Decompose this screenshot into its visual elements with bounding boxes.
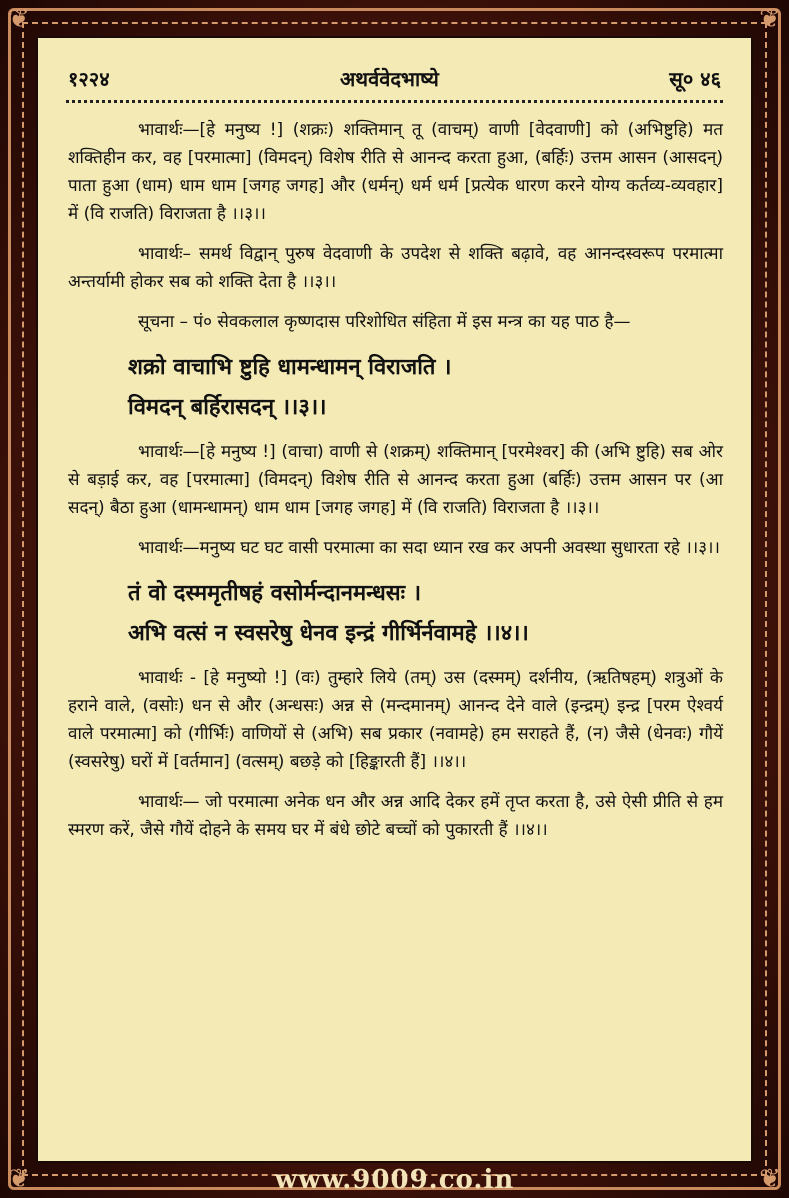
sukta-number: सू० ४६ [669, 66, 721, 91]
mantra-line: अभि वत्सं न स्वसरेषु धेनव इन्द्रं गीर्भिर्नवामहे ।।४।। [128, 621, 529, 646]
corner-ornament-icon: ❦ [759, 1164, 781, 1194]
page-content [68, 116, 723, 856]
mantra-block [128, 348, 723, 428]
corner-ornament-icon: ❦ [8, 1164, 30, 1194]
corner-ornament-icon: ❦ [8, 4, 30, 34]
page-number: १२२४ [68, 66, 110, 91]
header-divider [66, 100, 723, 103]
website-url-link[interactable]: www.9009.co.in [274, 1165, 515, 1195]
commentary-paragraph: भावार्थः—[हे मनुष्य !] (शक्रः) शक्तिमान् तू (वाचम्) वाणी [वेदवाणी] को (अभिष्टुहि) मत शक्तिहीन कर, वह [परमात्मा] (विमदन्) विशेष रीति से आनन्द करता हुआ, (बर्हिः) उत्तम आसन (आसदन्) पाता हुआ (धाम) धाम धाम [जगह जगह] और (धर्मन्) धर्म धर्म [प्रत्येक धारण करने योग्य कर्तव्य-व्यवहार] में (वि राजति) विराजता है ।।३।। [68, 120, 723, 224]
commentary-paragraph: भावार्थः - [हे मनुष्यो !] (वः) तुम्हारे लिये (तम्) उस (दस्मम्) दर्शनीय, (ऋतिषहम्) शत्रुओं के हराने वाले, (वसोः) धन से और (अन्धसः) अन्न से (मन्दमानम्) आनन्द देने वाले (इन्द्रम्) इन्द्र [परम ऐश्वर्य वाले परमात्मा] को (गीर्भिः) वाणियों से (अभि) सब प्रकार (नवामहे) हम सराहते हैं, (न) जैसे (धेनवः) गौयें (स्वसरेषु) घरों में [वर्तमान] (वत्सम्) बछड़े को [हिङ्कारती हैं] ।।४।। [68, 668, 723, 772]
page-header [68, 58, 721, 98]
mantra-line: शक्रो वाचाभि ष्टुहि धामन्धामन् विराजति । [128, 355, 452, 380]
scripture-page [36, 36, 753, 1163]
summary-paragraph: भावार्थः—मनुष्य घट घट वासी परमात्मा का सदा ध्यान रख कर अपनी अवस्था सुधारता रहे ।।३।। [138, 538, 720, 558]
summary-paragraph: भावार्थः— जो परमात्मा अनेक धन और अन्न आदि देकर हमें तृप्त करता है, उसे ऐसी प्रीति से हम स्मरण करें, जैसे गौयें दोहने के समय घर में बंधे छोटे बच्चों को पुकारती हैं ।।४।। [68, 792, 723, 840]
summary-paragraph: भावार्थः– समर्थ विद्वान् पुरुष वेदवाणी के उपदेश से शक्ति बढ़ावे, वह आनन्दस्वरूप परमात्मा अन्तर्यामी होकर सब को शक्ति देता है ।।३।। [68, 244, 723, 292]
book-title: अथर्ववेदभाष्ये [340, 66, 439, 91]
mantra-line: तं वो दस्ममृतीषहं वसोर्मन्दानमन्धसः । [128, 581, 422, 606]
mantra-line: विमदन् बर्हिरासदन् ।।३।। [128, 395, 327, 420]
corner-ornament-icon: ❦ [759, 4, 781, 34]
commentary-paragraph: भावार्थः—[हे मनुष्य !] (वाचा) वाणी से (शक्रम्) शक्तिमान् [परमेश्वर] की (अभि ष्टुहि) सब ओर से बड़ाई कर, वह [परमात्मा] (विमदन्) विशेष रीति से आनन्द करता हुआ (बर्हिः) उत्तम आसन पर (आ सदन्) बैठा हुआ (धामन्धामन्) धाम धाम [जगह जगह] में (वि राजति) विराजता है ।।३।। [68, 442, 723, 518]
note-paragraph: सूचना – पं० सेवकलाल कृष्णदास परिशोधित संहिता में इस मन्त्र का यह पाठ है— [138, 312, 631, 332]
mantra-block [128, 574, 723, 654]
